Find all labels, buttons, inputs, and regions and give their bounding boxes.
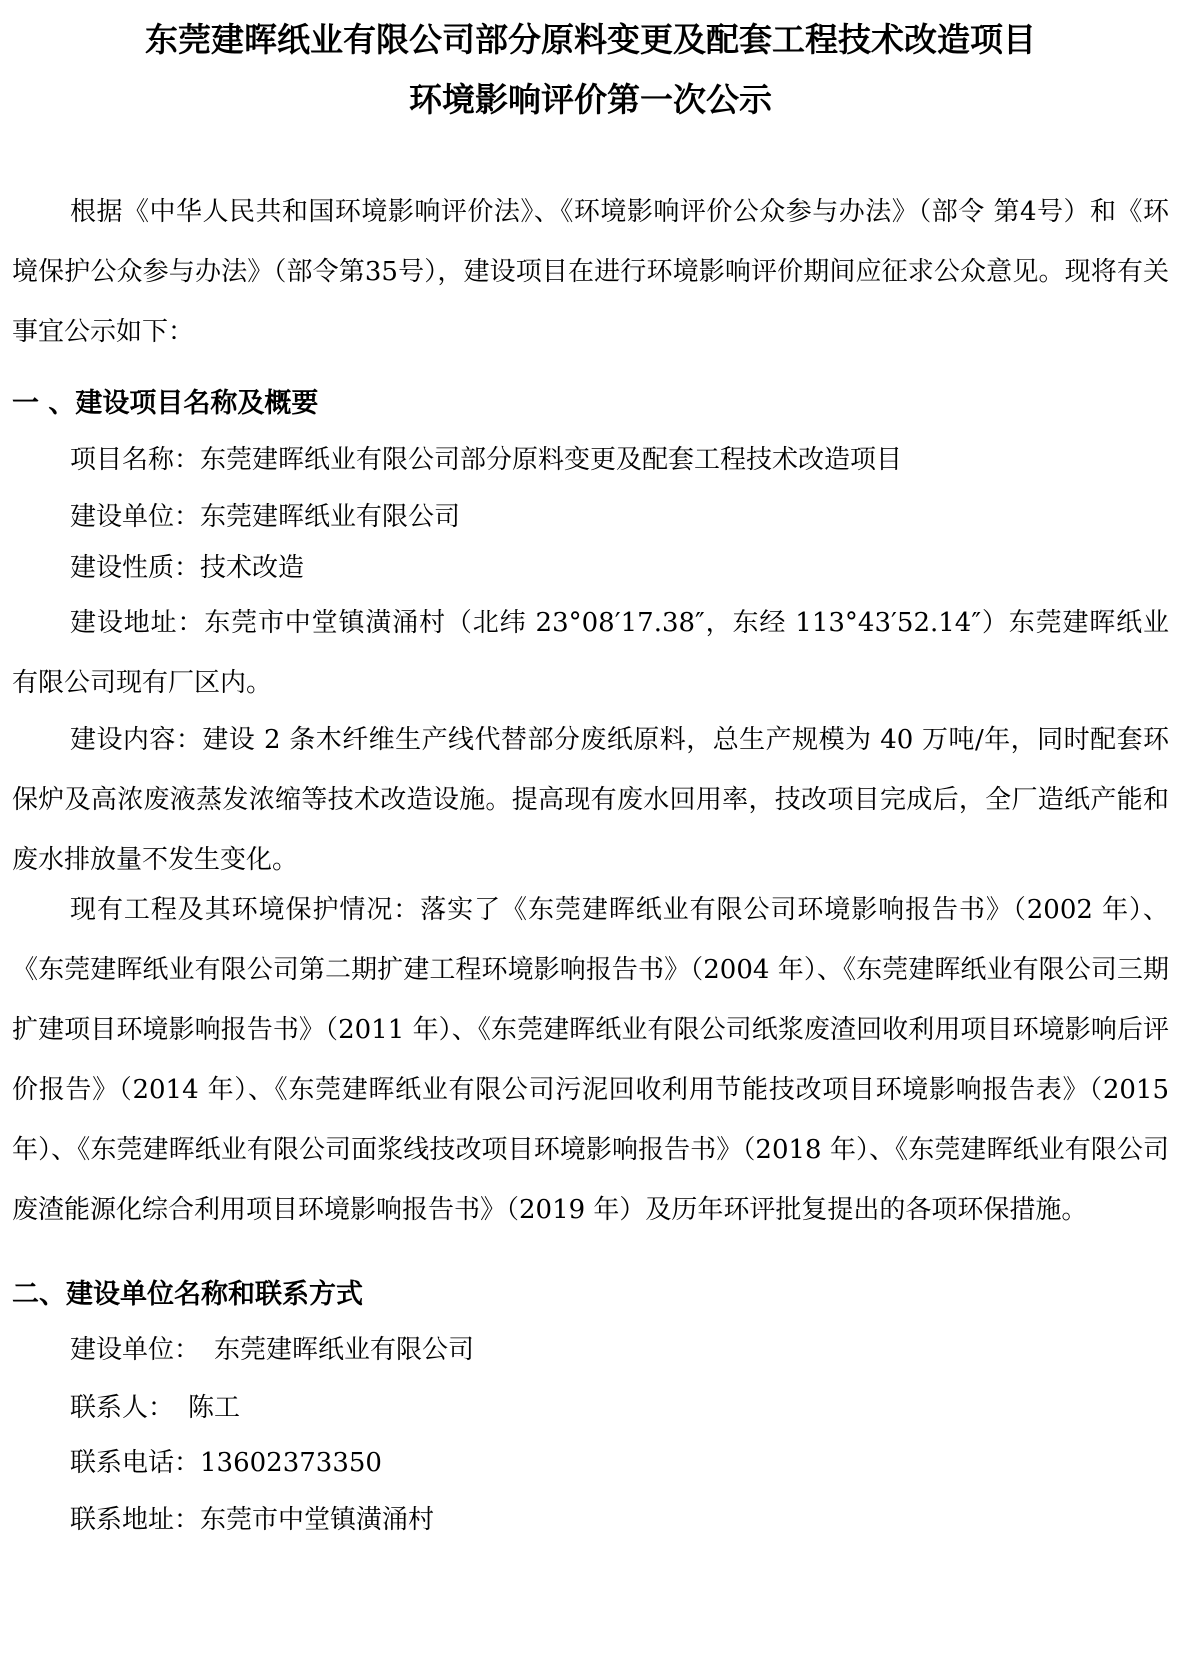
unit-value: 东莞建晖纸业有限公司 (214, 1335, 475, 1365)
address-value: 东莞市中堂镇潢涌村 (200, 1505, 435, 1535)
address-label: 联系地址： (70, 1505, 201, 1535)
project-name-value: 东莞建晖纸业有限公司部分原料变更及配套工程技术改造项目 (200, 445, 903, 475)
contact-label: 联系人： (70, 1393, 175, 1423)
section-1-heading: 一 、建设项目名称及概要 (12, 388, 319, 419)
contact-field (70, 1388, 1160, 1428)
phone-field (70, 1443, 1160, 1483)
phone-value: 13602373350 (200, 1448, 382, 1478)
section-2-heading: 二、建设单位名称和联系方式 (12, 1279, 363, 1310)
document-title-line-1: 东莞建晖纸业有限公司部分原料变更及配套工程技术改造项目 (145, 20, 1036, 59)
nature-label: 建设性质： (70, 553, 201, 583)
address-paragraph: 建设地址：东莞市中堂镇潢涌村（北纬 23°08′17.38″，东经 113°43′52.14″）东莞建晖纸业有限公司现有厂区内。 (12, 608, 1169, 698)
address-field (70, 1500, 1160, 1540)
document-title-line-2: 环境影响评价第一次公示 (409, 80, 772, 119)
contact-value: 陈工 (188, 1393, 241, 1423)
unit-field (70, 1330, 1160, 1370)
intro-paragraph: 根据《中华人民共和国环境影响评价法》、《环境影响评价公众参与办法》（部令 第4号）和《环境保护公众参与办法》（部令第35号），建设项目在进行环境影响评价期间应征求公众意见。现将有关事宜公示如下： (12, 197, 1169, 347)
phone-label: 联系电话： (70, 1448, 201, 1478)
existing-works-paragraph: 现有工程及其环境保护情况：落实了《东莞建晖纸业有限公司环境影响报告书》（2002 年）、《东莞建晖纸业有限公司第二期扩建工程环境影响报告书》（2004 年）、《东莞建晖纸业有限公司三期扩建项目环境影响报告书》（2011 年）、《东莞建晖纸业有限公司纸浆废渣回收利用项目环境影响后评价报告》（2014 年）、《东莞建晖纸业有限公司污泥回收利用节能技改项目环境影响报告表》（2015 年）、《东莞建晖纸业有限公司面浆线技改项目环境影响报告书》（2018 年）、《东莞建晖纸业有限公司废渣能源化综合利用项目环境影响报告书》（2019 年）及历年环评批复提出的各项环保措施。 (12, 895, 1169, 1225)
nature-value: 技术改造 (200, 553, 305, 583)
project-name-label: 项目名称： (70, 445, 201, 475)
builder-label: 建设单位： (70, 502, 201, 532)
nature-field (70, 548, 1160, 588)
unit-label: 建设单位： (70, 1335, 201, 1365)
content-paragraph: 建设内容：建设 2 条木纤维生产线代替部分废纸原料，总生产规模为 40 万吨/年，同时配套环保炉及高浓废液蒸发浓缩等技术改造设施。提高现有废水回用率，技改项目完成后，全厂造纸产能和废水排放量不发生变化。 (12, 725, 1169, 875)
builder-value: 东莞建晖纸业有限公司 (200, 502, 461, 532)
project-name-field (70, 440, 1160, 480)
builder-field (70, 497, 1160, 537)
